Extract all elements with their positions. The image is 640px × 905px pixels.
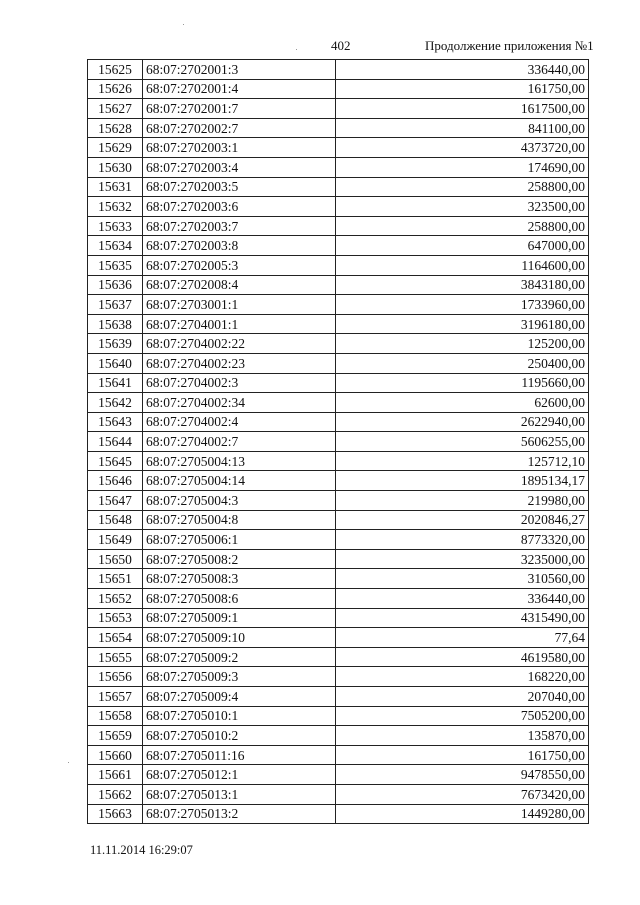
row-number-cell: 15661 <box>88 765 143 785</box>
table-row <box>88 451 589 471</box>
cadastral-number-cell: 68:07:2705012:1 <box>143 765 336 785</box>
row-number-cell: 15655 <box>88 647 143 667</box>
scan-speck <box>183 24 184 25</box>
table-row <box>88 255 589 275</box>
cadastral-value-cell: 161750,00 <box>336 79 589 99</box>
row-number-cell: 15656 <box>88 667 143 687</box>
cadastral-number-cell: 68:07:2703001:1 <box>143 295 336 315</box>
cadastral-value-cell: 250400,00 <box>336 353 589 373</box>
cadastral-number-cell: 68:07:2705008:6 <box>143 589 336 609</box>
cadastral-number-cell: 68:07:2705004:14 <box>143 471 336 491</box>
row-number-cell: 15647 <box>88 491 143 511</box>
table-row <box>88 138 589 158</box>
table-row <box>88 197 589 217</box>
cadastral-value-cell: 1733960,00 <box>336 295 589 315</box>
row-number-cell: 15629 <box>88 138 143 158</box>
table-row <box>88 353 589 373</box>
table-row <box>88 530 589 550</box>
row-number-cell: 15644 <box>88 432 143 452</box>
table-row <box>88 471 589 491</box>
row-number-cell: 15649 <box>88 530 143 550</box>
row-number-cell: 15627 <box>88 99 143 119</box>
cadastral-value-cell: 5606255,00 <box>336 432 589 452</box>
row-number-cell: 15663 <box>88 804 143 824</box>
row-number-cell: 15651 <box>88 569 143 589</box>
cadastral-value-cell: 219980,00 <box>336 491 589 511</box>
row-number-cell: 15662 <box>88 784 143 804</box>
cadastral-value-cell: 841100,00 <box>336 118 589 138</box>
row-number-cell: 15640 <box>88 353 143 373</box>
table-row <box>88 765 589 785</box>
cadastral-value-cell: 207040,00 <box>336 687 589 707</box>
cadastral-number-cell: 68:07:2702001:3 <box>143 60 336 80</box>
cadastral-value-cell: 161750,00 <box>336 745 589 765</box>
row-number-cell: 15660 <box>88 745 143 765</box>
row-number-cell: 15659 <box>88 726 143 746</box>
table-row <box>88 628 589 648</box>
cadastral-value-cell: 4315490,00 <box>336 608 589 628</box>
row-number-cell: 15653 <box>88 608 143 628</box>
cadastral-number-cell: 68:07:2705009:1 <box>143 608 336 628</box>
cadastral-number-cell: 68:07:2702002:7 <box>143 118 336 138</box>
row-number-cell: 15643 <box>88 412 143 432</box>
row-number-cell: 15625 <box>88 60 143 80</box>
row-number-cell: 15628 <box>88 118 143 138</box>
cadastral-value-cell: 1449280,00 <box>336 804 589 824</box>
row-number-cell: 15626 <box>88 79 143 99</box>
table-row <box>88 393 589 413</box>
cadastral-number-cell: 68:07:2705008:3 <box>143 569 336 589</box>
cadastral-number-cell: 68:07:2705011:16 <box>143 745 336 765</box>
cadastral-value-cell: 336440,00 <box>336 60 589 80</box>
cadastral-value-cell: 336440,00 <box>336 589 589 609</box>
cadastral-value-cell: 258800,00 <box>336 177 589 197</box>
row-number-cell: 15641 <box>88 373 143 393</box>
appendix-continuation-note: Продолжение приложения №1 <box>425 38 594 53</box>
cadastral-number-cell: 68:07:2702003:7 <box>143 216 336 236</box>
row-number-cell: 15639 <box>88 334 143 354</box>
cadastral-number-cell: 68:07:2702003:8 <box>143 236 336 256</box>
table-row <box>88 608 589 628</box>
row-number-cell: 15658 <box>88 706 143 726</box>
cadastral-value-cell: 3843180,00 <box>336 275 589 295</box>
cadastral-value-cell: 77,64 <box>336 628 589 648</box>
table-row <box>88 647 589 667</box>
row-number-cell: 15642 <box>88 393 143 413</box>
cadastral-number-cell: 68:07:2705004:3 <box>143 491 336 511</box>
print-timestamp: 11.11.2014 16:29:07 <box>90 843 193 857</box>
cadastral-value-cell: 3235000,00 <box>336 549 589 569</box>
cadastral-number-cell: 68:07:2704002:34 <box>143 393 336 413</box>
cadastral-value-cell: 168220,00 <box>336 667 589 687</box>
table-row <box>88 726 589 746</box>
cadastral-number-cell: 68:07:2704002:22 <box>143 334 336 354</box>
cadastral-value-cell: 135870,00 <box>336 726 589 746</box>
table-row <box>88 275 589 295</box>
cadastral-value-cell: 3196180,00 <box>336 314 589 334</box>
cadastral-number-cell: 68:07:2705006:1 <box>143 530 336 550</box>
table-row <box>88 295 589 315</box>
cadastral-value-cell: 2622940,00 <box>336 412 589 432</box>
cadastral-value-cell: 258800,00 <box>336 216 589 236</box>
cadastral-value-table <box>87 59 589 824</box>
table-row <box>88 373 589 393</box>
table-row <box>88 549 589 569</box>
table-row <box>88 784 589 804</box>
table-row <box>88 510 589 530</box>
cadastral-number-cell: 68:07:2705004:8 <box>143 510 336 530</box>
cadastral-number-cell: 68:07:2705010:2 <box>143 726 336 746</box>
cadastral-value-cell: 9478550,00 <box>336 765 589 785</box>
table-row <box>88 569 589 589</box>
cadastral-number-cell: 68:07:2705013:2 <box>143 804 336 824</box>
row-number-cell: 15652 <box>88 589 143 609</box>
row-number-cell: 15635 <box>88 255 143 275</box>
cadastral-number-cell: 68:07:2705008:2 <box>143 549 336 569</box>
cadastral-value-cell: 310560,00 <box>336 569 589 589</box>
cadastral-number-cell: 68:07:2704002:4 <box>143 412 336 432</box>
cadastral-number-cell: 68:07:2705009:3 <box>143 667 336 687</box>
cadastral-value-cell: 7505200,00 <box>336 706 589 726</box>
row-number-cell: 15650 <box>88 549 143 569</box>
table-row <box>88 334 589 354</box>
table-body <box>88 60 589 824</box>
row-number-cell: 15630 <box>88 157 143 177</box>
row-number-cell: 15637 <box>88 295 143 315</box>
row-number-cell: 15631 <box>88 177 143 197</box>
cadastral-value-cell: 125712,10 <box>336 451 589 471</box>
cadastral-value-cell: 647000,00 <box>336 236 589 256</box>
cadastral-value-cell: 62600,00 <box>336 393 589 413</box>
table-row <box>88 216 589 236</box>
row-number-cell: 15646 <box>88 471 143 491</box>
page-number: 402 <box>331 38 351 53</box>
row-number-cell: 15645 <box>88 451 143 471</box>
table-row <box>88 745 589 765</box>
table-row <box>88 60 589 80</box>
cadastral-value-cell: 1195660,00 <box>336 373 589 393</box>
cadastral-number-cell: 68:07:2702001:4 <box>143 79 336 99</box>
cadastral-value-cell: 1164600,00 <box>336 255 589 275</box>
cadastral-number-cell: 68:07:2702005:3 <box>143 255 336 275</box>
cadastral-value-cell: 1895134,17 <box>336 471 589 491</box>
table-row <box>88 706 589 726</box>
cadastral-number-cell: 68:07:2705009:10 <box>143 628 336 648</box>
table-row <box>88 804 589 824</box>
cadastral-number-cell: 68:07:2702003:5 <box>143 177 336 197</box>
cadastral-number-cell: 68:07:2705009:2 <box>143 647 336 667</box>
cadastral-number-cell: 68:07:2704002:23 <box>143 353 336 373</box>
table-row <box>88 118 589 138</box>
table-row <box>88 99 589 119</box>
row-number-cell: 15636 <box>88 275 143 295</box>
table-row <box>88 314 589 334</box>
cadastral-value-cell: 125200,00 <box>336 334 589 354</box>
cadastral-value-cell: 2020846,27 <box>336 510 589 530</box>
row-number-cell: 15654 <box>88 628 143 648</box>
cadastral-number-cell: 68:07:2702003:1 <box>143 138 336 158</box>
scan-speck <box>68 762 69 763</box>
cadastral-value-cell: 8773320,00 <box>336 530 589 550</box>
cadastral-number-cell: 68:07:2702003:4 <box>143 157 336 177</box>
row-number-cell: 15633 <box>88 216 143 236</box>
cadastral-number-cell: 68:07:2704002:3 <box>143 373 336 393</box>
cadastral-value-cell: 1617500,00 <box>336 99 589 119</box>
cadastral-number-cell: 68:07:2704002:7 <box>143 432 336 452</box>
cadastral-value-cell: 323500,00 <box>336 197 589 217</box>
cadastral-number-cell: 68:07:2702008:4 <box>143 275 336 295</box>
cadastral-number-cell: 68:07:2705010:1 <box>143 706 336 726</box>
table-row <box>88 491 589 511</box>
cadastral-number-cell: 68:07:2704001:1 <box>143 314 336 334</box>
cadastral-value-cell: 7673420,00 <box>336 784 589 804</box>
cadastral-value-cell: 174690,00 <box>336 157 589 177</box>
cadastral-number-cell: 68:07:2705009:4 <box>143 687 336 707</box>
table-row <box>88 432 589 452</box>
table-row <box>88 177 589 197</box>
table-row <box>88 79 589 99</box>
row-number-cell: 15632 <box>88 197 143 217</box>
cadastral-number-cell: 68:07:2705004:13 <box>143 451 336 471</box>
row-number-cell: 15638 <box>88 314 143 334</box>
row-number-cell: 15634 <box>88 236 143 256</box>
row-number-cell: 15657 <box>88 687 143 707</box>
cadastral-number-cell: 68:07:2702003:6 <box>143 197 336 217</box>
scan-speck <box>296 49 297 50</box>
table-row <box>88 667 589 687</box>
row-number-cell: 15648 <box>88 510 143 530</box>
table-row <box>88 412 589 432</box>
cadastral-value-cell: 4373720,00 <box>336 138 589 158</box>
table-row <box>88 157 589 177</box>
cadastral-value-cell: 4619580,00 <box>336 647 589 667</box>
table-row <box>88 236 589 256</box>
cadastral-number-cell: 68:07:2702001:7 <box>143 99 336 119</box>
cadastral-number-cell: 68:07:2705013:1 <box>143 784 336 804</box>
table-row <box>88 589 589 609</box>
table-row <box>88 687 589 707</box>
